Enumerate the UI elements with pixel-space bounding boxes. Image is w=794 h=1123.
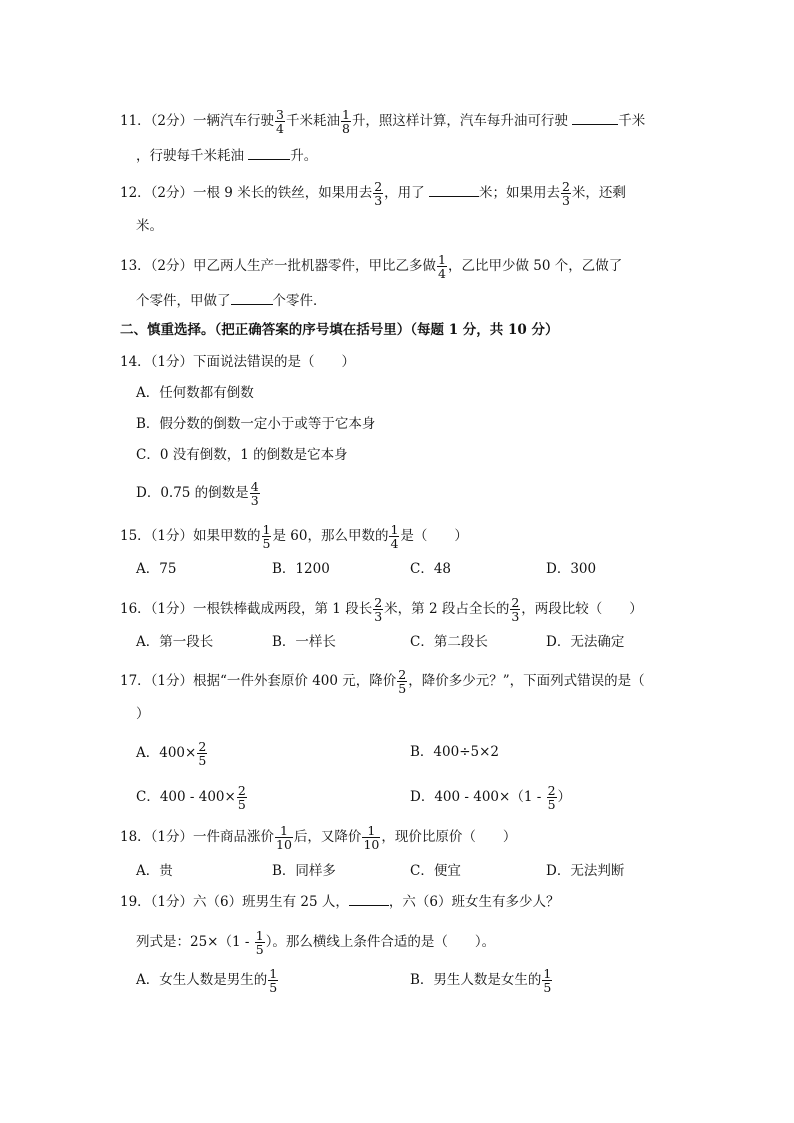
fraction: $\frac{1}{5}$ [255, 928, 264, 957]
option-a[interactable]: A．75 [136, 561, 177, 577]
fraction: $\frac{2}{3}$ [561, 179, 570, 208]
option-b[interactable]: B．男生人数是女生的 $\frac{1}{5}$ [410, 966, 552, 995]
q13-text: 13．（2分）甲乙两人生产一批机器零件，甲比乙多做 [120, 258, 437, 274]
q12-text: 12．（2分）一根 9 米长的铁丝，如果用去 [120, 185, 373, 201]
option-a[interactable]: A．400× $\frac{2}{5}$ [136, 739, 207, 768]
section-2-header: 二、慎重选择。（把正确答案的序号填在括号里）（每题 1 分，共 10 分） [120, 322, 559, 338]
q11-text: 升，照这样计算，汽车每升油可行驶 [351, 113, 573, 129]
q11-text: ，行驶每千米耗油 [136, 148, 249, 164]
option-c[interactable]: C．400 - 400× $\frac{2}{5}$ [136, 783, 246, 812]
question-13-line-1 [120, 253, 622, 280]
question-12-line-2 [136, 216, 163, 236]
q12-text: 米。 [136, 218, 163, 234]
option-c[interactable]: C．0 没有倒数，1 的倒数是它本身 [136, 447, 348, 463]
fraction: $\frac{1}{5}$ [262, 522, 271, 551]
q12-text: ，用了 [384, 185, 429, 201]
option-b[interactable]: B．假分数的倒数一定小于或等于它本身 [136, 416, 376, 432]
q11-text: 升。 [290, 148, 318, 164]
q12-text: 米；如果用去 [478, 185, 560, 201]
fraction: $\frac{3}{4}$ [276, 107, 284, 136]
option-a[interactable]: A．第一段长 [136, 634, 214, 650]
option-b[interactable]: B．400÷5×2 [410, 744, 499, 760]
option-a[interactable]: A．任何数都有倒数 [136, 385, 254, 401]
option-b[interactable]: B．1200 [272, 561, 330, 577]
question-19-line-2: 列式是：25×（1 - $\frac{1}{5}$ ）。那么横线上条件合适的是（ ）。 [136, 928, 496, 957]
fraction: $\frac{1}{5}$ [543, 966, 552, 995]
option-c[interactable]: C．48 [410, 561, 452, 577]
fraction: $\frac{1}{4}$ [390, 522, 399, 551]
q12-text: 米，还剩 [571, 185, 626, 201]
q11-text: 千米 [618, 113, 646, 129]
fraction: $\frac{2}{3}$ [374, 179, 383, 208]
option-a[interactable]: A．女生人数是男生的 $\frac{1}{5}$ [136, 966, 278, 995]
option-d[interactable]: D．300 [546, 561, 597, 577]
question-13-line-2 [136, 290, 327, 311]
question-17-line-2: ） [136, 706, 150, 722]
option-d[interactable]: D．无法确定 [546, 634, 625, 650]
option-b[interactable]: B．一样长 [272, 634, 336, 650]
option-b[interactable]: B．同样多 [272, 863, 336, 879]
q11-text: 千米耗油 [285, 113, 340, 129]
fraction: $\frac{1}{10}$ [276, 823, 292, 852]
question-11-line-2 [136, 145, 317, 166]
fraction: $\frac{2}{5}$ [198, 739, 207, 768]
q13-text: 个零件，甲做了 [136, 293, 231, 309]
question-11-line-1 [120, 108, 645, 135]
question-14-stem: 14．（1分）下面说法错误的是（ ） [120, 354, 356, 370]
option-d[interactable]: D．0.75 的倒数是 $\frac{4}{3}$ [136, 479, 259, 508]
fraction: $\frac{1}{10}$ [363, 823, 380, 852]
fraction: $\frac{1}{8}$ [341, 107, 350, 136]
answer-blank[interactable] [231, 290, 273, 305]
fraction: $\frac{4}{3}$ [250, 479, 259, 508]
answer-blank[interactable] [572, 110, 618, 125]
option-c[interactable]: C．便宜 [410, 863, 461, 879]
question-19-line-1: 19．（1分）六（6）班男生有 25 人， ，六（6）班女生有多少人？ [120, 891, 559, 912]
question-17-stem: 17．（1分）根据“一件外套原价 400 元，降价 $\frac{2}{5}$ ，降价多少元？”，下面列式错误的是（ [120, 667, 645, 696]
option-a[interactable]: A．贵 [136, 863, 173, 879]
fraction: $\frac{1}{5}$ [269, 966, 278, 995]
question-16-stem: 16．（1分）一根铁棒截成两段，第 1 段长 $\frac{2}{3}$ 米，第 2 段占全长的 $\frac{2}{3}$ ，两段比较（ ） [120, 595, 643, 624]
answer-blank[interactable] [248, 145, 290, 160]
option-c[interactable]: C．第二段长 [410, 634, 488, 650]
fraction: $\frac{2}{3}$ [511, 595, 520, 624]
option-d[interactable]: D．400 - 400×（1 - $\frac{2}{5}$ ） [410, 783, 572, 812]
question-15-stem: 15．（1分）如果甲数的 $\frac{1}{5}$ 是 60，那么甲数的 $\frac{1}{4}$ 是（ ） [120, 522, 468, 551]
fraction: $\frac{2}{5}$ [398, 667, 407, 696]
fraction: $\frac{2}{3}$ [374, 595, 383, 624]
fraction: $\frac{2}{5}$ [547, 783, 556, 812]
fraction: $\frac{1}{4}$ [438, 252, 446, 281]
fraction: $\frac{2}{5}$ [237, 783, 246, 812]
q11-text: 11．（2分）一辆汽车行驶 [120, 113, 275, 129]
q13-text: ，乙比甲少做 50 个，乙做了 [447, 258, 623, 274]
answer-blank[interactable] [349, 891, 389, 906]
question-18-stem: 18．（1分）一件商品涨价 $\frac{1}{10}$ 后，又降价 $\frac{1}{10}$ ，现价比原价（ ） [120, 823, 517, 852]
q13-text: 个零件． [272, 293, 327, 309]
answer-blank[interactable] [429, 182, 479, 197]
option-d[interactable]: D．无法判断 [546, 863, 625, 879]
question-12-line-1 [120, 180, 626, 207]
